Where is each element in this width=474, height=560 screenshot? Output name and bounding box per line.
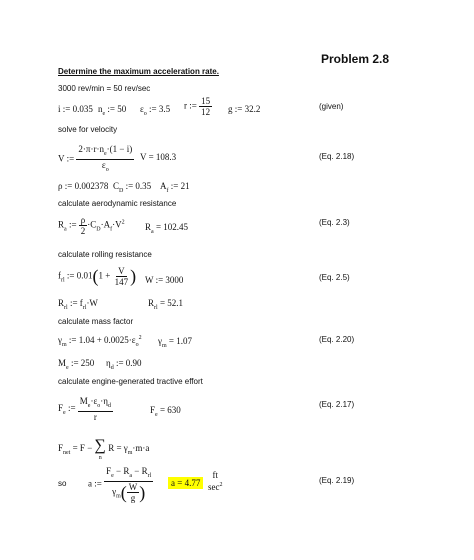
me-value: $M_e$ := 250 — [58, 358, 95, 371]
tractive-tag: (Eq. 2.17) — [319, 400, 355, 409]
aero-formula: $R_a$ := $\frac{\rho}{2}$ $\cdot C_D\cdot A_f\cdot V^2$ — [58, 215, 125, 236]
calc-roll-label: calculate rolling resistance — [58, 250, 152, 259]
accel-result: a = 4.77 — [168, 478, 203, 488]
given-r: r := $\frac{15}{12}$ — [184, 96, 211, 117]
af-value: $A_f$ := 21 — [160, 181, 190, 194]
given-eo: $\varepsilon_o$ := 3.5 — [140, 104, 171, 117]
velocity-formula: V := $\frac{2\cdot\pi\cdot r\cdot n_e\cdot(1 - i)}{\varepsilon_o}$ — [58, 144, 133, 173]
rrl-formula: $R_{rl}$ := $f_{rl}\cdot W$ — [58, 298, 98, 311]
given-i: i := 0.035 — [58, 104, 93, 114]
calc-tractive-label: calculate engine-generated tractive effort — [58, 377, 203, 386]
roll-formula: $f_{rl}$ := 0.01(1 + $\frac{V}{147}$ ) — [58, 266, 137, 287]
accel-formula: a := $F_e - R_a - R_{rl}$ $\gamma_m$( $\frac{W}{g}$ ) — [88, 466, 152, 503]
velocity-result: V = 108.3 — [140, 152, 177, 162]
roll-tag: (Eq. 2.5) — [319, 273, 350, 282]
tractive-formula: $F_e$ := $\frac{M_e\cdot\varepsilon_o\cdot\eta_d}{r}$ — [58, 396, 111, 422]
velocity-tag: (Eq. 2.18) — [319, 152, 355, 161]
solve-velocity-label: solve for velocity — [58, 125, 118, 134]
mass-formula: $\gamma_m$ := $1.04 + 0.0025\cdot\varepsilon_o^2$ — [58, 335, 142, 348]
rho-value: ρ := 0.002378 — [58, 181, 109, 191]
problem-title: Problem 2.8 — [321, 52, 390, 66]
problem-heading: Determine the maximum acceleration rate. — [58, 67, 219, 76]
weight-value: W := 3000 — [145, 275, 184, 285]
aero-tag: (Eq. 2.3) — [319, 218, 350, 227]
fnet-equation: $F_{net} = F$ − ∑ n $R = \gamma_m\cdot m\cdot a$ — [58, 437, 150, 461]
nd-value: $\eta_d$ := 0.90 — [106, 358, 142, 371]
tractive-result: $F_e = 630$ — [150, 405, 181, 418]
so-label: so — [58, 479, 67, 488]
calc-mass-label: calculate mass factor — [58, 317, 134, 326]
given-g: g := 32.2 — [228, 104, 261, 114]
accel-unit: ft $\sec^2$ — [208, 470, 223, 492]
cd-value: $C_D$ := 0.35 — [113, 181, 152, 194]
rrl-result: $R_{rl} = 52.1$ — [148, 298, 184, 311]
aero-result: $R_a = 102.45$ — [145, 222, 189, 235]
mass-tag: (Eq. 2.20) — [319, 335, 355, 344]
calc-aero-label: calculate aerodynamic resistance — [58, 199, 177, 208]
rev-conversion: 3000 rev/min = 50 rev/sec — [58, 84, 151, 93]
given-tag: (given) — [319, 102, 344, 111]
mass-result: $\gamma_m = 1.07$ — [158, 336, 192, 349]
sigma-symbol: ∑ — [94, 437, 106, 454]
given-ne: $n_e$ := 50 — [98, 104, 127, 117]
accel-tag: (Eq. 2.19) — [319, 476, 355, 485]
